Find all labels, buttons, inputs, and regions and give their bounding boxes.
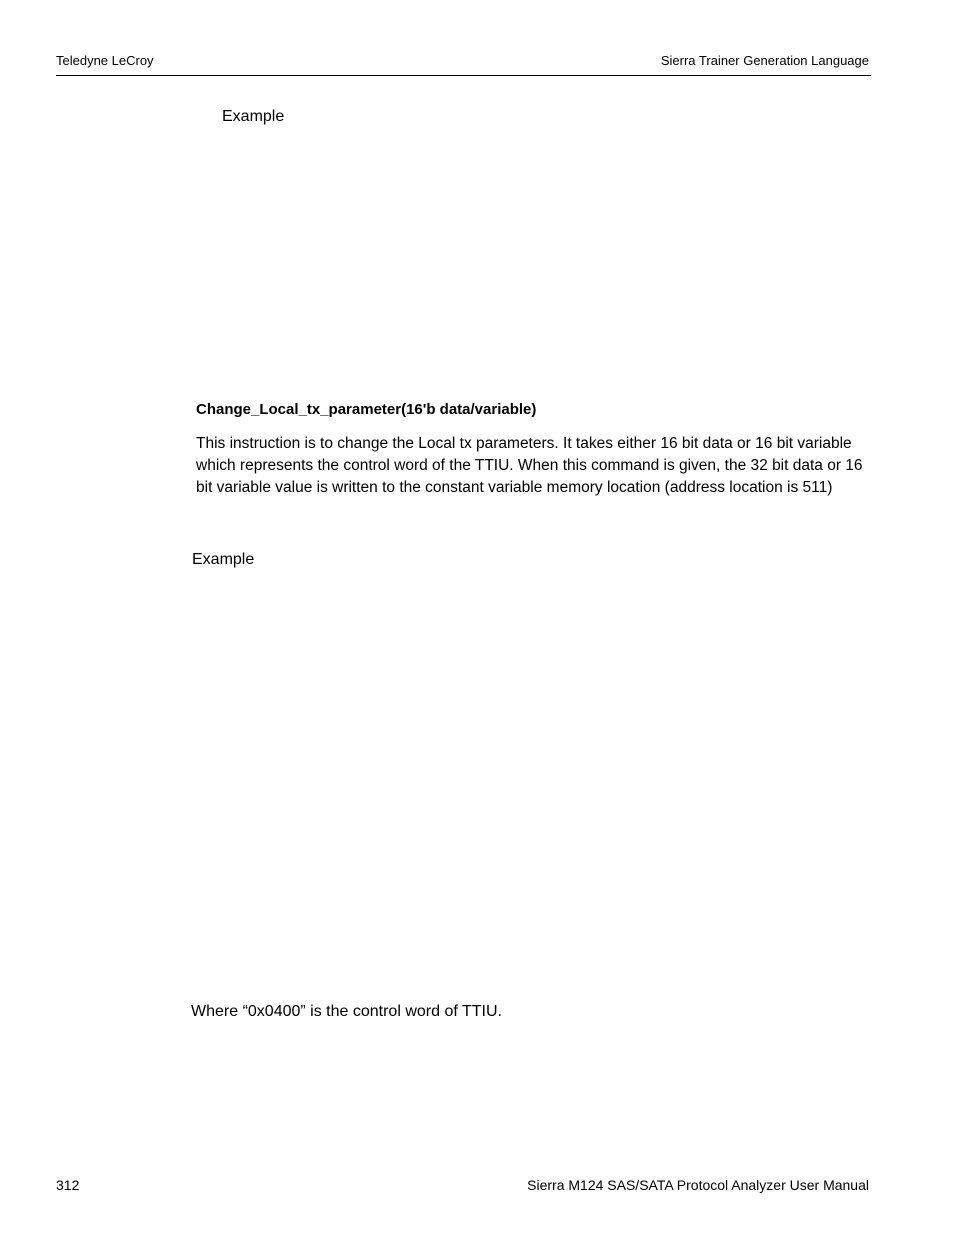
- header-divider: [56, 75, 871, 76]
- header-chapter-title: Sierra Trainer Generation Language: [660, 53, 869, 68]
- example-label: Example: [192, 551, 255, 568]
- footer-manual-title: Sierra M124 SAS/SATA Protocol Analyzer User Manual: [527, 1177, 869, 1193]
- control-word-note: Where “0x0400” is the control word of TTIU.: [191, 1003, 502, 1020]
- section-body: This instruction is to change the Local tx parameters. It takes either 16 bit data or 16 bit variable which represents the control word of the TTIU. When this command is given, the 32 bit data or 16 bit variable value is written to the constant variable memory location (address location is 511): [196, 435, 863, 496]
- section-title: Change_Local_tx_parameter(16'b data/variable): [196, 401, 537, 418]
- page-number: 312: [56, 1177, 80, 1193]
- header-company: Teledyne LeCroy: [56, 53, 154, 68]
- example-label: Example: [222, 108, 285, 125]
